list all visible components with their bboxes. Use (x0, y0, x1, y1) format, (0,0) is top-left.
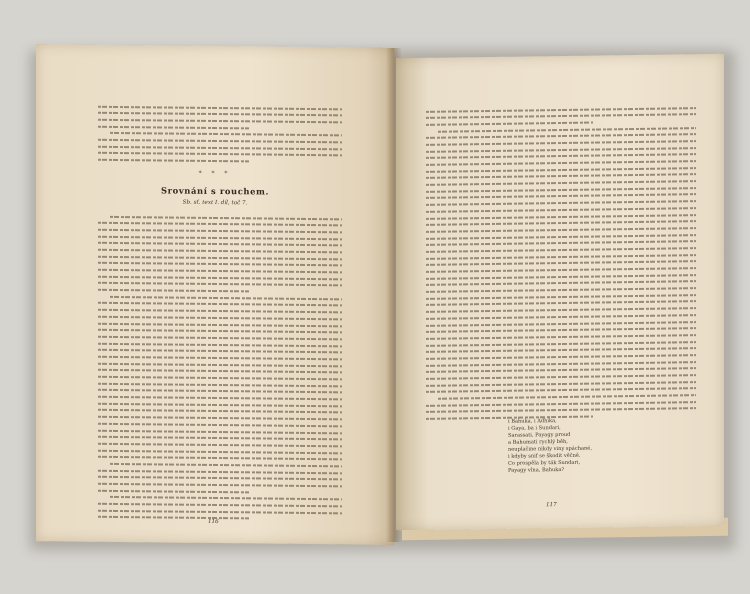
left-top-paragraph (98, 103, 342, 166)
right-page (396, 54, 724, 531)
verse-line: Sarassati, Payagy proud (508, 431, 571, 439)
verse-line: Co prospěla by ták Sundari, (508, 459, 581, 467)
left-body-text (98, 213, 342, 526)
section-heading: Srovnání s rouchem. (160, 185, 270, 197)
left-page (36, 44, 394, 545)
section-separator: * * * (198, 169, 232, 178)
verse-line: Payagy vlna, Bahuka? (508, 466, 565, 474)
verse-line: neuplačine nikdy viny spáchané, (508, 445, 592, 453)
right-body-text (426, 104, 696, 422)
verse-line: i kdyby snif se škodit věčně. (508, 452, 581, 460)
left-page-number: 116 (208, 518, 219, 526)
section-subheading: Sb. sť. text I. díl, toč 7. (182, 199, 248, 207)
verse-line: a Bahumati rychlý běh, (508, 438, 568, 446)
verse-line: i Gaya, ba i Sundari, (508, 424, 561, 432)
right-page-number: 117 (546, 502, 557, 509)
verse-block (508, 417, 648, 475)
verse-line: i Bahuka, i Adhika, (508, 418, 557, 425)
